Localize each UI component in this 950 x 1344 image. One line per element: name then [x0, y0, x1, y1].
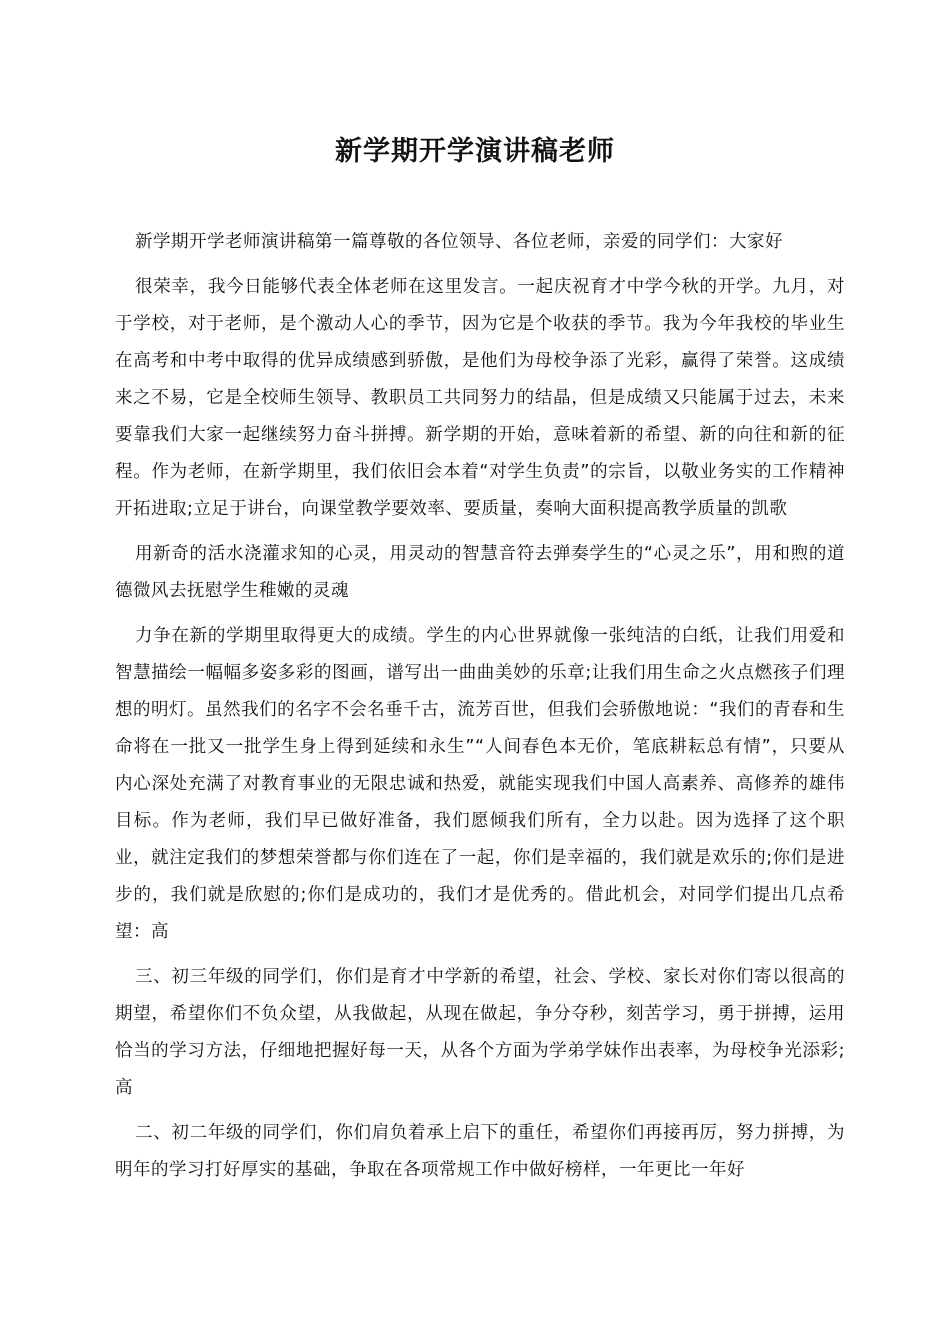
document-body	[115, 224, 845, 1197]
paragraph-inspiration: 用新奇的活水浇灌求知的心灵，用灵动的智慧音符去弹奏学生的“心灵之乐”，用和煦的道德微风去抚慰学生稚嫩的灵魂	[115, 544, 845, 601]
document-title: 新学期开学演讲稿老师	[335, 136, 615, 167]
paragraph-aspiration: 力争在新的学期里取得更大的成绩。学生的内心世界就像一张纯洁的白纸，让我们用爱和智慧描绘一幅幅多姿多彩的图画，谱写出一曲曲美妙的乐章;让我们用生命之火点燃孩子们理想的明灯。虽然我们的名字不会名垂千古，流芳百世，但我们会骄傲地说：“我们的青春和生命将在一批又一批学生身上得到延续和永生”“人间春色本无价，笔底耕耘总有情”，只要从内心深处充满了对教育事业的无限忠诚和热爱，就能实现我们中国人高素养、高修养的雄伟目标。作为老师，我们早已做好准备，我们愿倾我们所有，全力以赴。因为选择了这个职业，就注定我们的梦想荣誉都与你们连在了一起，你们是幸福的，我们就是欢乐的;你们是进步的，我们就是欣慰的;你们是成功的，我们才是优秀的。借此机会，对同学们提出几点希望：高	[115, 626, 845, 942]
paragraph-grade-two: 二、初二年级的同学们，你们肩负着承上启下的重任，希望你们再接再厉，努力拼搏，为明年的学习打好厚实的基础，争取在各项常规工作中做好榜样，一年更比一年好	[115, 1123, 845, 1180]
paragraph-greeting: 新学期开学老师演讲稿第一篇尊敬的各位领导、各位老师，亲爱的同学们：大家好	[135, 232, 783, 252]
paragraph-grade-three: 三、初三年级的同学们，你们是育才中学新的希望，社会、学校、家长对你们寄以很高的期望，希望你们不负众望，从我做起，从现在做起，争分夺秒，刻苦学习，勇于拼搏，运用恰当的学习方法，仔细地把握好每一天，从各个方面为学弟学妹作出表率，为母校争光添彩;高	[115, 967, 845, 1098]
paragraph-opening: 很荣幸，我今日能够代表全体老师在这里发言。一起庆祝育才中学今秋的开学。九月，对于学校，对于老师，是个激动人心的季节，因为它是个收获的季节。我为今年我校的毕业生在高考和中考中取得的优异成绩感到骄傲，是他们为母校争添了光彩，赢得了荣誉。这成绩来之不易，它是全校师生领导、教职员工共同努力的结晶，但是成绩又只能属于过去，未来要靠我们大家一起继续努力奋斗拼搏。新学期的开始，意味着新的希望、新的向往和新的征程。作为老师，在新学期里，我们依旧会本着“对学生负责”的宗旨，以敬业务实的工作精神开拓进取;立足于讲台，向课堂教学要效率、要质量，奏响大面积提高教学质量的凯歌	[115, 277, 845, 519]
